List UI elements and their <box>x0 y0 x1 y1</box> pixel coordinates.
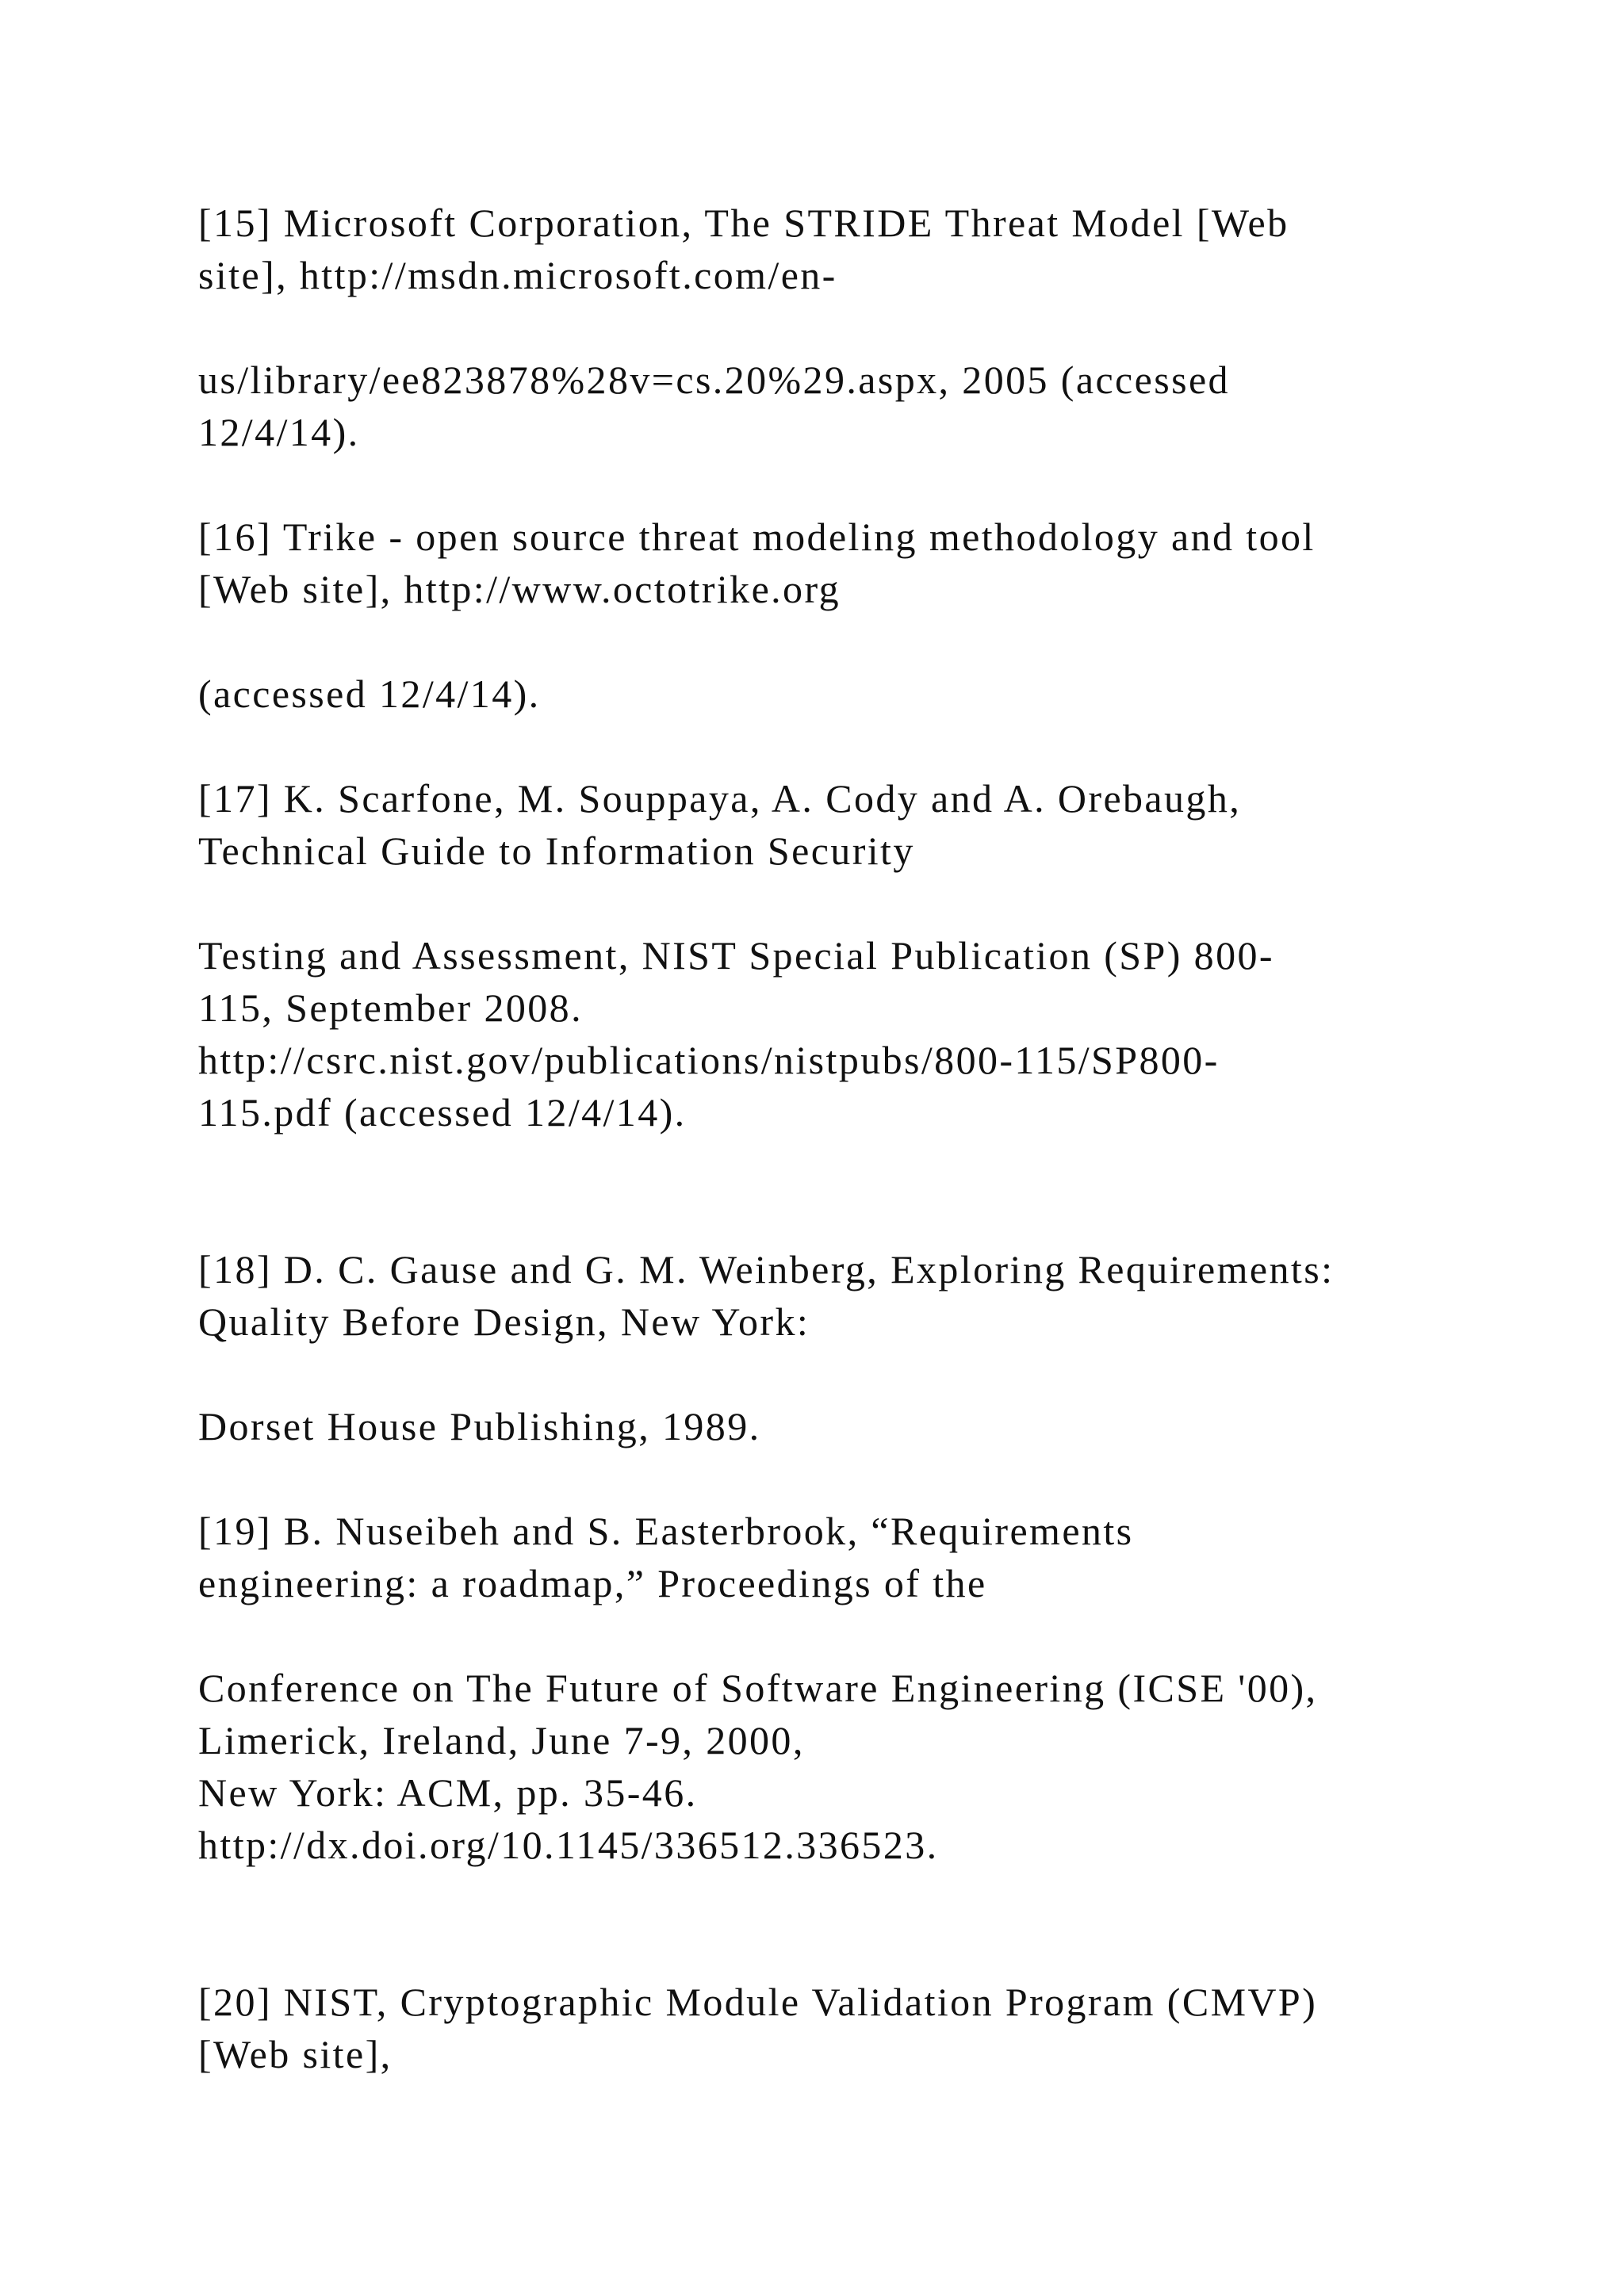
ref-19-line-2: engineering: a roadmap,” Proceedings of the <box>198 1561 987 1605</box>
ref-20-line-1: [20] NIST, Cryptographic Module Validation Program (CMVP) <box>198 1980 1318 2024</box>
ref-17-line-4: 115, September 2008. <box>198 985 583 1030</box>
ref-17-line-3: Testing and Assessment, NIST Special Publication (SP) 800- <box>198 933 1274 978</box>
ref-19-line-3: Conference on The Future of Software Engineering (ICSE '00), <box>198 1666 1318 1710</box>
ref-17-line-5: http://csrc.nist.gov/publications/nistpubs/800-115/SP800- <box>198 1038 1220 1082</box>
ref-17-line-2: Technical Guide to Information Security <box>198 828 915 873</box>
ref-17-line-6: 115.pdf (accessed 12/4/14). <box>198 1090 687 1135</box>
ref-19-line-6: http://dx.doi.org/10.1145/336512.336523. <box>198 1823 939 1867</box>
ref-19-line-1: [19] B. Nuseibeh and S. Easterbrook, “Requirements <box>198 1509 1134 1553</box>
ref-16-line-3: (accessed 12/4/14). <box>198 672 541 716</box>
ref-18-line-3: Dorset House Publishing, 1989. <box>198 1404 761 1448</box>
ref-19-line-4: Limerick, Ireland, June 7-9, 2000, <box>198 1718 805 1762</box>
ref-17-line-1: [17] K. Scarfone, M. Souppaya, A. Cody and A. Orebaugh, <box>198 776 1242 821</box>
ref-20-line-2: [Web site], <box>198 2032 393 2076</box>
ref-18-line-2: Quality Before Design, New York: <box>198 1299 810 1344</box>
ref-18-line-1: [18] D. C. Gause and G. M. Weinberg, Exploring Requirements: <box>198 1247 1335 1292</box>
ref-15-line-3: us/library/ee823878%28v=cs.20%29.aspx, 2005 (accessed <box>198 358 1230 402</box>
ref-16-line-2: [Web site], http://www.octotrike.org <box>198 567 841 611</box>
ref-19-line-5: New York: ACM, pp. 35-46. <box>198 1770 698 1815</box>
ref-15-line-1: [15] Microsoft Corporation, The STRIDE Threat Model [Web <box>198 201 1289 245</box>
ref-15-line-2: site], http://msdn.microsoft.com/en- <box>198 253 837 297</box>
ref-15-line-4: 12/4/14). <box>198 410 360 454</box>
ref-16-line-1: [16] Trike - open source threat modeling methodology and tool <box>198 515 1316 559</box>
